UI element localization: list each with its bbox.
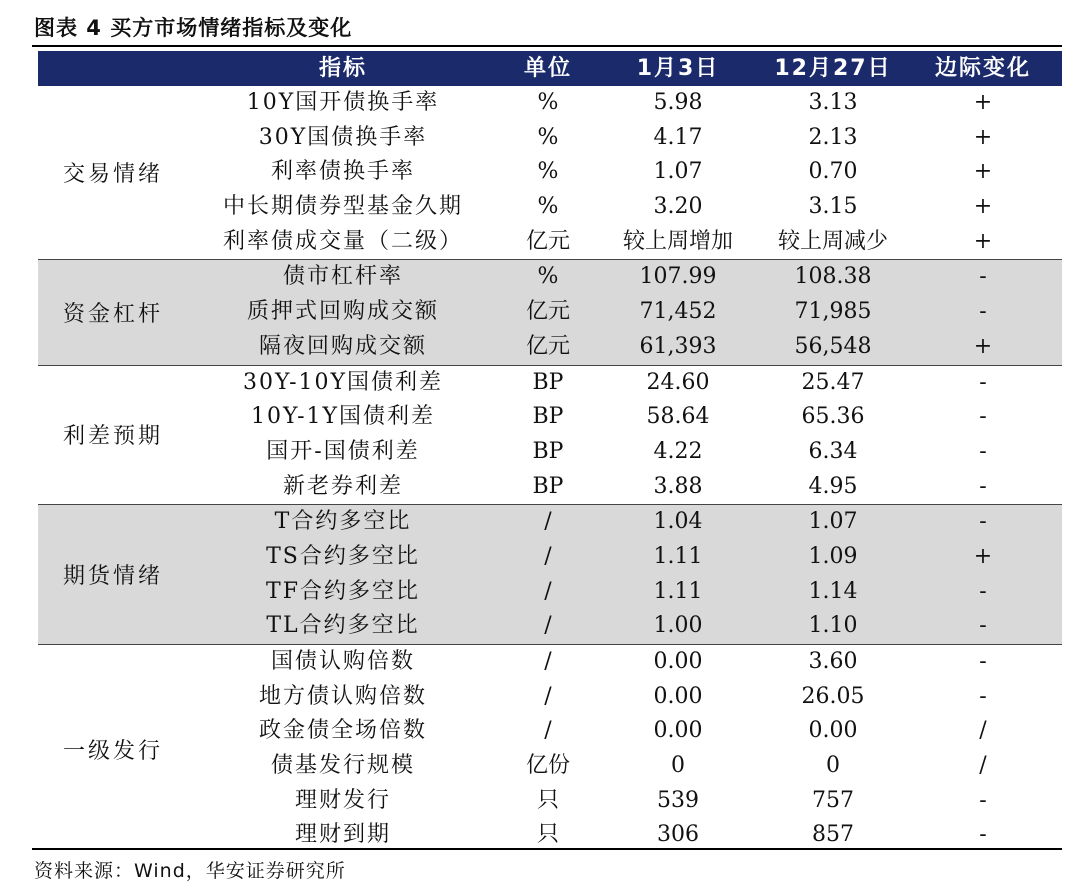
unit-cell: BP: [532, 438, 564, 464]
date2-value-cell: 108.38: [794, 264, 872, 290]
date1-value-cell: 24.60: [646, 369, 710, 395]
change-cell: -: [979, 404, 987, 430]
indicator-cell: 利率债成交量（二级）: [222, 228, 463, 254]
date2-value-cell: 1.10: [808, 613, 858, 639]
indicator-cell: 新老券利差: [282, 473, 403, 499]
unit-cell: /: [544, 509, 552, 535]
indicator-cell: 隔夜回购成交额: [258, 333, 427, 359]
unit-cell: %: [537, 264, 559, 290]
table-row: [38, 470, 1062, 505]
change-cell: -: [979, 438, 987, 464]
date1-value-cell: 539: [657, 787, 699, 813]
date2-value-cell: 3.60: [808, 649, 858, 674]
indicator-cell: 中长期债券型基金久期: [222, 194, 463, 220]
bottom-rule: [32, 848, 1062, 850]
group-label: 一级发行: [62, 738, 163, 764]
unit-cell: 亿份: [525, 753, 570, 779]
change-cell: +: [973, 124, 993, 150]
change-cell: /: [979, 718, 987, 744]
change-cell: -: [979, 683, 987, 709]
unit-cell: 亿元: [525, 333, 570, 359]
date2-value-cell: 757: [812, 787, 854, 813]
group-label: 利差预期: [62, 424, 163, 450]
table-row: [38, 295, 1062, 330]
unit-cell: 只: [536, 787, 559, 813]
date2-value-cell: 3.13: [808, 90, 858, 115]
indicator-cell: 理财发行: [294, 787, 391, 813]
indicator-cell: 10Y国开债换手率: [246, 90, 440, 115]
unit-cell: BP: [532, 369, 564, 395]
indicator-cell: 理财到期: [294, 822, 391, 848]
change-cell: -: [979, 473, 987, 499]
date1-value-cell: 4.17: [653, 124, 703, 150]
date1-value-cell: 4.22: [653, 438, 703, 464]
change-cell: -: [979, 649, 987, 674]
table-row: [38, 609, 1062, 644]
change-cell: +: [973, 90, 993, 115]
date1-value-cell: 71,452: [639, 299, 717, 325]
top-rule: [32, 45, 1062, 47]
indicator-cell: 30Y-10Y国债利差: [242, 369, 444, 395]
table-row: [38, 784, 1062, 819]
change-cell: -: [979, 822, 987, 848]
table-row: [38, 540, 1062, 575]
date1-value-cell: 1.11: [653, 543, 703, 569]
table-row: [38, 366, 1062, 401]
date1-value-cell: 107.99: [639, 264, 717, 290]
change-cell: -: [979, 787, 987, 813]
date1-value-cell: 3.20: [653, 194, 703, 220]
unit-cell: %: [537, 90, 559, 115]
date1-value-cell: 0.00: [653, 649, 703, 674]
change-cell: +: [973, 228, 993, 254]
date1-value-cell: 1.07: [653, 159, 703, 185]
unit-cell: %: [537, 159, 559, 185]
date2-value-cell: 71,985: [794, 299, 872, 325]
change-cell: +: [973, 543, 993, 569]
indicator-cell: 质押式回购成交额: [246, 299, 439, 325]
date2-value-cell: 较上周减少: [777, 228, 888, 254]
unit-cell: /: [544, 578, 552, 604]
header-date2: 12月27日: [774, 56, 892, 81]
date2-value-cell: 0.70: [808, 159, 858, 185]
table-row: [38, 86, 1062, 121]
date1-value-cell: 306: [657, 822, 699, 848]
date1-value-cell: 0.00: [653, 718, 703, 744]
header-change: 边际变化: [934, 56, 1031, 81]
date2-value-cell: 0: [826, 753, 840, 779]
date1-value-cell: 较上周增加: [622, 228, 733, 254]
table-row: [38, 680, 1062, 715]
date1-value-cell: 1.00: [653, 613, 703, 639]
indicator-cell: 国开-国债利差: [266, 438, 420, 464]
unit-cell: /: [544, 718, 552, 744]
date2-value-cell: 65.36: [801, 404, 865, 430]
header-indicator: 指标: [318, 56, 367, 81]
unit-cell: BP: [532, 473, 564, 499]
indicator-cell: 债基发行规模: [270, 753, 415, 779]
change-cell: /: [979, 753, 987, 779]
source-note: 资料来源：Wind，华安证券研究所: [34, 860, 346, 882]
unit-cell: %: [537, 124, 559, 150]
indicator-cell: TL合约多空比: [266, 613, 420, 639]
unit-cell: /: [544, 649, 552, 674]
change-cell: -: [979, 613, 987, 639]
table-group: [38, 645, 1062, 853]
unit-cell: 亿元: [525, 299, 570, 325]
indicator-cell: 债市杠杆率: [282, 264, 403, 290]
group-label: 期货情绪: [62, 564, 163, 590]
change-cell: -: [979, 264, 987, 290]
change-cell: -: [979, 509, 987, 535]
table-row: [38, 400, 1062, 435]
date2-value-cell: 1.07: [808, 509, 858, 535]
unit-cell: BP: [532, 404, 564, 430]
table-header: [38, 51, 1062, 86]
indicator-cell: TS合约多空比: [266, 543, 420, 569]
table-row: [38, 714, 1062, 749]
date1-value-cell: 5.98: [653, 90, 703, 115]
change-cell: +: [973, 194, 993, 220]
unit-cell: /: [544, 683, 552, 709]
unit-cell: /: [544, 613, 552, 639]
date2-value-cell: 1.09: [808, 543, 858, 569]
table-row: [38, 225, 1062, 260]
table-row: [38, 575, 1062, 610]
table-row: [38, 645, 1062, 680]
unit-cell: 只: [536, 822, 559, 848]
indicator-cell: 政金债全场倍数: [258, 718, 427, 744]
change-cell: +: [973, 159, 993, 185]
indicator-cell: 地方债认购倍数: [258, 683, 427, 709]
change-cell: -: [979, 369, 987, 395]
table-row: [38, 121, 1062, 156]
figure-title: 图表 4 买方市场情绪指标及变化: [34, 16, 353, 40]
date2-value-cell: 4.95: [808, 473, 858, 499]
date1-value-cell: 0.00: [653, 683, 703, 709]
table-group: [38, 505, 1062, 644]
table-row: [38, 330, 1062, 365]
table-row: [38, 260, 1062, 295]
change-cell: +: [973, 333, 993, 359]
unit-cell: 亿元: [525, 228, 570, 254]
table-group: [38, 366, 1062, 505]
table-group: [38, 260, 1062, 364]
table-row: [38, 505, 1062, 540]
table-row: [38, 435, 1062, 470]
indicator-cell: T合约多空比: [274, 509, 412, 535]
header-date1: 1月3日: [636, 56, 720, 81]
indicator-cell: TF合约多空比: [266, 578, 420, 604]
indicator-table: [38, 86, 1062, 853]
date2-value-cell: 26.05: [801, 683, 865, 709]
date1-value-cell: 3.88: [653, 473, 703, 499]
table-row: [38, 190, 1062, 225]
date2-value-cell: 6.34: [808, 438, 858, 464]
date2-value-cell: 56,548: [794, 333, 872, 359]
table-group: [38, 86, 1062, 259]
date2-value-cell: 25.47: [801, 369, 865, 395]
date2-value-cell: 0.00: [808, 718, 858, 744]
date1-value-cell: 0: [671, 753, 685, 779]
change-cell: -: [979, 299, 987, 325]
date1-value-cell: 58.64: [646, 404, 710, 430]
date1-value-cell: 1.04: [653, 509, 703, 535]
table-row: [38, 155, 1062, 190]
indicator-cell: 利率债换手率: [270, 159, 415, 185]
group-label: 交易情绪: [62, 162, 163, 188]
date2-value-cell: 3.15: [808, 194, 858, 220]
date2-value-cell: 1.14: [808, 578, 858, 604]
table-row: [38, 749, 1062, 784]
group-label: 资金杠杆: [62, 301, 163, 327]
unit-cell: %: [537, 194, 559, 220]
date2-value-cell: 857: [812, 822, 854, 848]
date2-value-cell: 2.13: [808, 124, 858, 150]
change-cell: -: [979, 578, 987, 604]
indicator-cell: 10Y-1Y国债利差: [250, 404, 436, 430]
date1-value-cell: 61,393: [639, 333, 717, 359]
header-unit: 单位: [523, 56, 572, 81]
indicator-cell: 30Y国债换手率: [258, 124, 428, 150]
indicator-cell: 国债认购倍数: [270, 649, 415, 674]
date1-value-cell: 1.11: [653, 578, 703, 604]
unit-cell: /: [544, 543, 552, 569]
